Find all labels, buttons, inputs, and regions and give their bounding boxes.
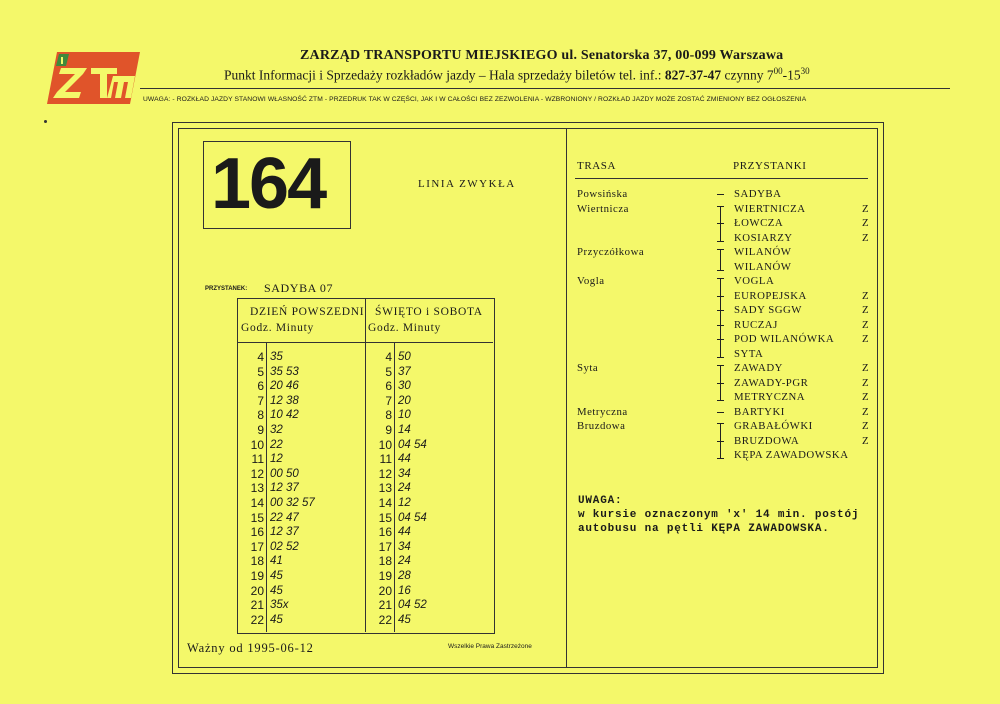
route-connector xyxy=(714,216,728,231)
route-connector xyxy=(714,390,728,405)
stop-name: WIERTNICZA xyxy=(734,202,806,215)
route-connector xyxy=(714,187,728,202)
stop-name: SYTA xyxy=(734,347,764,360)
route-connector xyxy=(714,434,728,449)
holiday-hour: 9 xyxy=(385,422,392,437)
stop-label: PRZYSTANEK: xyxy=(205,286,248,292)
stop-name: SADY SGGW xyxy=(734,304,802,316)
route-connector xyxy=(714,202,728,217)
request-stop-flag: Z xyxy=(862,217,870,229)
holiday-hour: 20 xyxy=(378,583,392,598)
street-name: Metryczna xyxy=(577,405,628,418)
holiday-row xyxy=(365,394,493,409)
weekday-minutes: 41 xyxy=(270,555,283,568)
request-stop-flag: Z xyxy=(862,420,870,432)
request-stop-flag: Z xyxy=(862,376,870,389)
weekday-row xyxy=(237,350,365,365)
weekday-minutes: 12 xyxy=(270,453,283,466)
stop-name: GRABAŁÓWKI xyxy=(734,420,813,432)
stops-column-header: PRZYSTANKI xyxy=(733,160,807,172)
holiday-hour: 12 xyxy=(378,466,392,481)
route-stop-row xyxy=(574,289,874,304)
stop-name: KĘPA ZAWADOWSKA xyxy=(734,449,849,461)
holiday-hour: 14 xyxy=(378,495,392,510)
route-stop-row xyxy=(574,405,874,420)
weekday-row xyxy=(237,496,365,511)
holiday-row xyxy=(365,540,493,555)
holiday-minutes: 04 54 xyxy=(398,511,427,524)
weekday-row xyxy=(237,423,365,438)
route-connector xyxy=(714,361,728,376)
line-number: 164 xyxy=(211,144,326,224)
weekday-minutes: 32 xyxy=(270,423,283,436)
holiday-hour: 21 xyxy=(378,598,392,613)
holiday-row xyxy=(365,438,493,453)
route-connector xyxy=(714,289,728,304)
holiday-row xyxy=(365,598,493,613)
route-stop-row xyxy=(574,448,874,463)
route-stop-row xyxy=(574,303,874,318)
holiday-hour: 11 xyxy=(379,452,392,467)
holiday-minutes: 30 xyxy=(398,380,411,393)
panel-divider xyxy=(566,128,567,668)
weekday-row xyxy=(237,525,365,540)
stop-name: EUROPEJSKA xyxy=(734,289,807,302)
rights-reserved: Wszelkie Prawa Zastrzeżone xyxy=(448,643,532,650)
holiday-row xyxy=(365,554,493,569)
stop-name: BARTYKI xyxy=(734,405,785,418)
request-stop-flag: Z xyxy=(862,289,870,302)
route-column-header: TRASA xyxy=(577,160,617,172)
holiday-hour: 6 xyxy=(385,379,392,394)
holiday-hour: 19 xyxy=(378,568,392,583)
holiday-row xyxy=(365,365,493,380)
route-stop-row xyxy=(574,202,874,217)
route-note xyxy=(578,494,859,536)
weekday-minutes: 20 46 xyxy=(270,380,299,393)
weekday-row xyxy=(237,554,365,569)
route-connector xyxy=(714,245,728,260)
holiday-hour: 17 xyxy=(378,539,392,554)
stop-name: WILANÓW xyxy=(734,260,792,273)
header-info: Punkt Informacji i Sprzedaży rozkładów jazdy – Hala sprzedaży biletów tel. inf.: 827-37-47 czynny $7^{00}-15^{30}$ xyxy=(224,66,810,83)
holiday-hour: 15 xyxy=(378,510,392,525)
weekday-hour: 15 xyxy=(250,510,264,525)
stop-name: SADYBA xyxy=(734,188,782,200)
holiday-minutes: 44 xyxy=(398,453,411,466)
weekday-row xyxy=(237,467,365,482)
route-stops-list xyxy=(574,187,874,463)
holiday-minutes: 34 xyxy=(398,467,411,480)
holiday-minutes: 20 xyxy=(398,394,411,407)
weekday-minutes: 00 50 xyxy=(270,467,299,480)
route-stop-row xyxy=(574,260,874,275)
ztm-logo xyxy=(47,52,140,104)
holiday-hour: 4 xyxy=(385,350,392,364)
street-name: Syta xyxy=(577,362,599,374)
route-stop-row xyxy=(574,245,874,260)
note-line-2: autobusu na pętli KĘPA ZAWADOWSKA. xyxy=(578,523,830,535)
holiday-minutes: 28 xyxy=(398,569,411,582)
route-stop-row xyxy=(574,434,874,449)
holiday-row xyxy=(365,569,493,584)
request-stop-flag: Z xyxy=(862,304,870,316)
stop-name: VOGLA xyxy=(734,275,775,287)
weekday-hour: 18 xyxy=(250,554,264,569)
weekday-row xyxy=(237,613,365,628)
route-connector xyxy=(714,405,728,420)
route-connector xyxy=(714,318,728,333)
request-stop-flag: Z xyxy=(862,318,870,331)
route-stop-row xyxy=(574,361,874,376)
copyright-notice: UWAGA: - ROZKŁAD JAZDY STANOWI WŁASNOŚĆ ZTM - PRZEDRUK TAK W CZĘŚCI, JAK I W CAŁOŚCI BEZ ZEZWOLENIA - WZBRONIONY / ROZKŁAD JAZDY MOŻE ZOSTAĆ ZMIENIONY BEZ OGŁOSZENIA xyxy=(143,96,807,103)
route-stop-row xyxy=(574,231,874,246)
stop-name: WILANÓW xyxy=(734,246,792,258)
holiday-minutes: 14 xyxy=(398,423,411,436)
weekday-hour: 5 xyxy=(257,364,264,379)
weekday-row xyxy=(237,394,365,409)
stop-name: RUCZAJ xyxy=(734,318,778,331)
route-stop-row xyxy=(574,216,874,231)
stop-name: POD WILANÓWKA xyxy=(734,333,835,345)
request-stop-flag: Z xyxy=(862,362,870,374)
weekday-minutes: 12 37 xyxy=(270,482,299,495)
holiday-row xyxy=(365,584,493,599)
holiday-hour: 7 xyxy=(385,393,392,408)
route-stop-row xyxy=(574,274,874,289)
weekday-minutes: 35 53 xyxy=(270,365,299,378)
route-stop-row xyxy=(574,187,874,202)
request-stop-flag: Z xyxy=(862,333,870,345)
route-header-rule xyxy=(575,178,868,179)
holiday-row xyxy=(365,481,493,496)
holiday-hour: 8 xyxy=(385,408,392,423)
stop-name: ZAWADY xyxy=(734,362,783,374)
holiday-minutes: 10 xyxy=(398,409,411,422)
holiday-minutes: 12 xyxy=(398,496,411,509)
holiday-hour: 22 xyxy=(378,612,392,627)
street-name: Wiertnicza xyxy=(577,202,629,215)
weekday-row xyxy=(237,598,365,613)
street-name: Przyczółkowa xyxy=(577,246,645,258)
weekday-rows xyxy=(237,350,365,627)
route-connector xyxy=(714,274,728,289)
weekday-row xyxy=(237,540,365,555)
weekday-hour: 10 xyxy=(250,437,264,452)
weekday-minutes: 45 xyxy=(270,584,283,597)
weekday-row xyxy=(237,452,365,467)
weekday-hour: 7 xyxy=(257,393,264,408)
route-connector xyxy=(714,260,728,275)
weekday-hour: 6 xyxy=(257,379,264,394)
street-name: Powsińska xyxy=(577,188,628,200)
request-stop-flag: Z xyxy=(862,202,870,215)
holiday-minutes: 50 xyxy=(398,351,411,363)
holiday-minutes: 24 xyxy=(398,555,411,568)
holiday-title: ŚWIĘTO i SOBOTA xyxy=(375,306,483,318)
holiday-row xyxy=(365,350,493,365)
weekday-minutes: 22 xyxy=(270,438,283,451)
timetable-header-rule xyxy=(237,342,493,343)
weekday-hour: 8 xyxy=(257,408,264,423)
stop-name: KOSIARZY xyxy=(734,231,793,244)
holiday-minutes: 24 xyxy=(398,482,411,495)
route-stop-row xyxy=(574,376,874,391)
weekday-hour: 11 xyxy=(251,452,264,467)
street-name: Bruzdowa xyxy=(577,420,626,432)
holiday-hour: 18 xyxy=(378,554,392,569)
weekday-row xyxy=(237,438,365,453)
weekday-minutes: 10 42 xyxy=(270,409,299,422)
holiday-minutes: 37 xyxy=(398,365,411,378)
request-stop-flag: Z xyxy=(862,434,870,447)
weekday-hour: 19 xyxy=(250,568,264,583)
holiday-minutes: 44 xyxy=(398,526,411,539)
holiday-row xyxy=(365,423,493,438)
weekday-hour: 13 xyxy=(250,481,264,496)
line-kind: LINIA ZWYKŁA xyxy=(418,178,516,190)
stop-name: BRUZDOWA xyxy=(734,434,800,447)
weekday-minutes: 45 xyxy=(270,613,283,626)
header-rule xyxy=(140,88,950,89)
weekday-hour: 21 xyxy=(250,598,264,613)
stop-name: ZAWADY-PGR xyxy=(734,376,809,389)
weekday-hour: 4 xyxy=(257,350,264,364)
note-line-1: w kursie oznaczonym 'x' 14 min. postój xyxy=(578,509,860,521)
holiday-row xyxy=(365,613,493,628)
holiday-row xyxy=(365,525,493,540)
weekday-hour: 22 xyxy=(250,612,264,627)
holiday-minutes: 04 54 xyxy=(398,438,427,451)
weekday-minutes: 35 xyxy=(270,351,283,363)
weekday-hour: 20 xyxy=(250,583,264,598)
margin-dot xyxy=(44,120,47,123)
weekday-minutes: 45 xyxy=(270,569,283,582)
weekday-minutes: 02 52 xyxy=(270,540,299,553)
route-stop-row xyxy=(574,419,874,434)
request-stop-flag: Z xyxy=(862,405,870,418)
route-connector xyxy=(714,419,728,434)
route-connector xyxy=(714,231,728,246)
weekday-row xyxy=(237,379,365,394)
weekday-row xyxy=(237,365,365,380)
holiday-minutes: 04 52 xyxy=(398,599,427,612)
holiday-minutes: 16 xyxy=(398,584,411,597)
weekday-columns: Godz. Minuty xyxy=(241,322,314,334)
stop-name: METRYCZNA xyxy=(734,391,806,403)
holiday-hour: 16 xyxy=(378,525,392,540)
route-connector xyxy=(714,448,728,463)
holiday-row xyxy=(365,467,493,482)
holiday-rows xyxy=(365,350,493,627)
route-stop-row xyxy=(574,318,874,333)
holiday-row xyxy=(365,496,493,511)
request-stop-flag: Z xyxy=(862,391,870,403)
weekday-minutes: 12 37 xyxy=(270,526,299,539)
holiday-hour: 10 xyxy=(378,437,392,452)
weekday-row xyxy=(237,511,365,526)
weekday-row xyxy=(237,584,365,599)
holiday-row xyxy=(365,452,493,467)
holiday-minutes: 45 xyxy=(398,613,411,626)
weekday-minutes: 12 38 xyxy=(270,394,299,407)
weekday-hour: 14 xyxy=(250,495,264,510)
street-name: Vogla xyxy=(577,275,605,287)
info-phone: 827-37-47 xyxy=(664,67,722,83)
weekday-minutes: 22 47 xyxy=(270,511,299,524)
weekday-hour: 9 xyxy=(257,422,264,437)
route-connector xyxy=(714,376,728,391)
holiday-hour: 13 xyxy=(378,481,392,496)
request-stop-flag: Z xyxy=(862,231,870,244)
route-stop-row xyxy=(574,347,874,362)
weekday-hour: 12 xyxy=(250,466,264,481)
weekday-hour: 17 xyxy=(250,539,264,554)
route-stop-row xyxy=(574,332,874,347)
weekday-row xyxy=(237,569,365,584)
weekday-minutes: 00 32 57 xyxy=(270,496,315,509)
holiday-row xyxy=(365,511,493,526)
note-title: UWAGA: xyxy=(578,495,623,507)
stop-name: ŁOWCZA xyxy=(734,217,784,229)
weekday-row xyxy=(237,408,365,423)
weekday-row xyxy=(237,481,365,496)
holiday-row xyxy=(365,379,493,394)
header-title: ZARZĄD TRANSPORTU MIEJSKIEGO ul. Senatorska 37, 00-099 Warszawa xyxy=(300,48,784,63)
weekday-minutes: 35x xyxy=(270,599,289,612)
holiday-minutes: 34 xyxy=(398,540,411,553)
weekday-title: DZIEŃ POWSZEDNI xyxy=(250,306,365,318)
route-stop-row xyxy=(574,390,874,405)
holiday-hour: 5 xyxy=(385,364,392,379)
route-connector xyxy=(714,303,728,318)
weekday-hour: 16 xyxy=(250,525,264,540)
stop-name: SADYBA 07 xyxy=(264,281,334,295)
holiday-row xyxy=(365,408,493,423)
holiday-columns: Godz. Minuty xyxy=(368,322,441,334)
route-connector xyxy=(714,347,728,362)
valid-from: Ważny od 1995-06-12 xyxy=(187,641,314,655)
route-connector xyxy=(714,332,728,347)
